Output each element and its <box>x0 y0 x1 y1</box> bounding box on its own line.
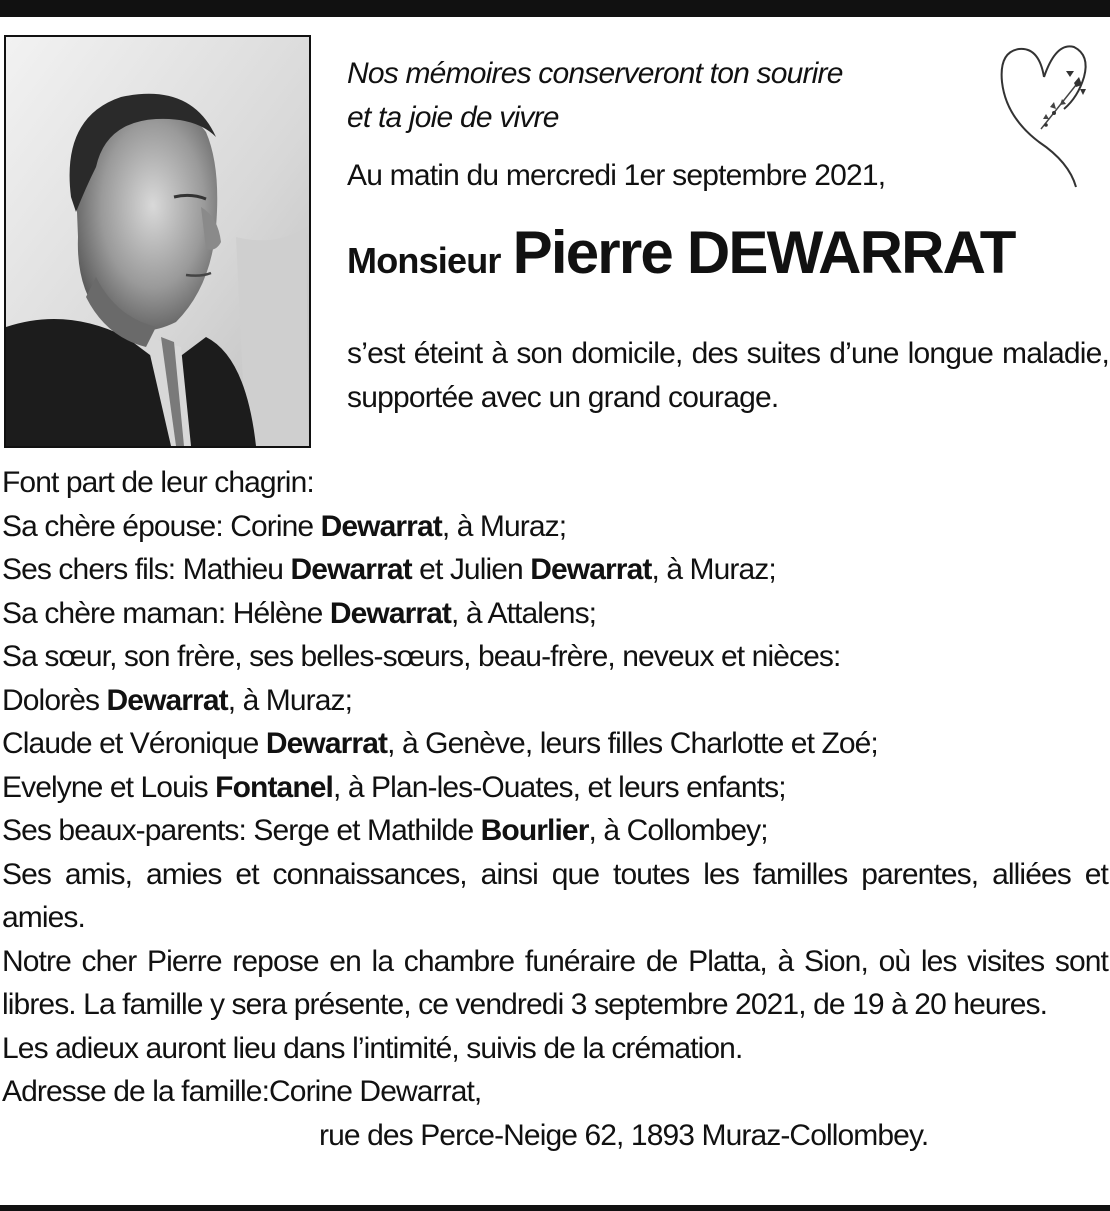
surname: Dewarrat <box>530 553 652 586</box>
surname: Dewarrat <box>329 596 452 630</box>
surname: Dewarrat <box>290 553 412 586</box>
family-line-spouse: Sa chère épouse: Corine Dewarrat, à Muraz; <box>2 509 567 543</box>
top-rule <box>0 0 1110 17</box>
memorial-quote <box>347 52 843 140</box>
surname: Fontanel <box>215 770 333 804</box>
family-line-mother: Sa chère maman: Hélène Dewarrat, à Attalens; <box>2 596 597 630</box>
surname: Bourlier <box>480 814 589 847</box>
family-line-sibling: Claude et Véronique Dewarrat, à Genève, leurs filles Charlotte et Zoé; <box>2 727 878 760</box>
family-line-sibling: Evelyne et Louis Fontanel, à Plan-les-Ouates, et leurs enfants; <box>2 770 786 804</box>
family-line-in-laws: Ses beaux-parents: Serge et Mathilde Bourlier, à Collombey; <box>2 814 768 847</box>
address-label: Adresse de la famille: <box>2 1075 270 1108</box>
bottom-rule <box>0 1205 1110 1211</box>
quote-line-2: et ta joie de vivre <box>347 101 559 134</box>
deceased-name: Pierre DEWARRAT <box>512 219 1015 286</box>
quote-line-1: Nos mémoires conserveront ton sourire <box>347 57 843 90</box>
heart-flower-icon <box>994 37 1092 195</box>
surname: Dewarrat <box>320 509 442 543</box>
death-notice: s’est éteint à son domicile, des suites d’une longue maladie, supportée avec un grand courage. <box>347 337 1109 414</box>
family-line-sibling: Dolorès Dewarrat, à Muraz; <box>2 683 353 717</box>
date-intro: Au matin du mercredi 1er septembre 2021, <box>347 159 886 192</box>
address-line-1: Corine Dewarrat, <box>269 1075 482 1108</box>
address-line-2: rue des Perce-Neige 62, 1893 Muraz-Collombey. <box>319 1118 929 1152</box>
obituary-body <box>2 461 1108 1157</box>
siblings-heading: Sa sœur, son frère, ses belles-sœurs, beau-frère, neveux et nièces: <box>2 640 841 673</box>
surname: Dewarrat <box>106 683 228 717</box>
surname: Dewarrat <box>265 727 388 760</box>
family-heading: Font part de leur chagrin: <box>2 466 314 499</box>
farewell-info: Les adieux auront lieu dans l’intimité, suivis de la crémation. <box>2 1031 743 1065</box>
portrait-photo <box>4 35 311 448</box>
civility: Monsieur <box>347 240 501 281</box>
deceased-name-line <box>347 218 1015 298</box>
family-line-sons: Ses chers fils: Mathieu Dewarrat et Julien Dewarrat, à Muraz; <box>2 553 776 586</box>
visitation-info: Notre cher Pierre repose en la chambre funéraire de Platta, à Sion, où les visites sont libres. La famille y sera présente, ce vendredi 3 septembre 2021, de 19 à 20 heures. <box>2 944 1108 1021</box>
friends-line: Ses amis, amies et connaissances, ainsi que toutes les familles parentes, alliées et amies. <box>2 857 1108 934</box>
family-address <box>2 1070 1108 1114</box>
